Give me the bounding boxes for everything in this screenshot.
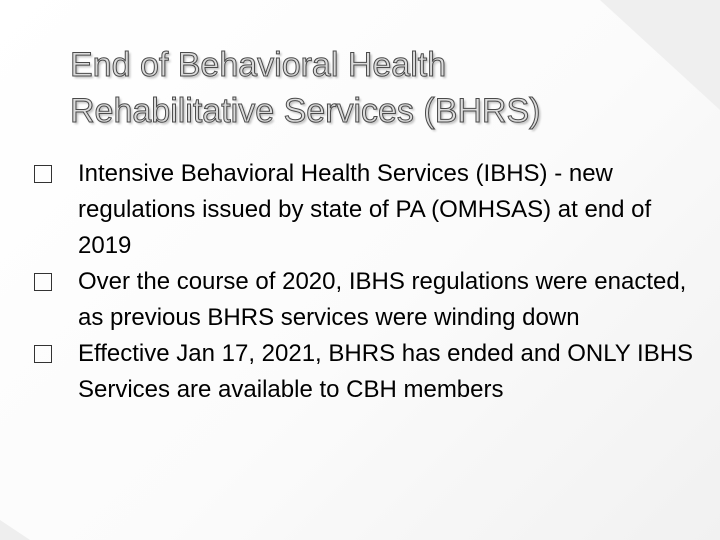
bullet-text: Effective Jan 17, 2021, BHRS has ended and ONLY IBHS Services are available to CBH members bbox=[78, 340, 694, 403]
slide-title-line-2: Rehabilitative Services (BHRS) bbox=[70, 92, 541, 130]
bullet-item bbox=[32, 264, 702, 336]
slide-title bbox=[70, 42, 690, 134]
square-bullet-icon bbox=[34, 273, 52, 291]
square-bullet-icon bbox=[34, 345, 52, 363]
slide-title-line-1: End of Behavioral Health bbox=[70, 46, 447, 84]
bullet-item bbox=[32, 336, 702, 408]
bullet-list bbox=[32, 156, 702, 408]
bullet-text: Over the course of 2020, IBHS regulations were enacted, as previous BHRS services were winding down bbox=[78, 268, 687, 331]
square-bullet-icon bbox=[34, 165, 52, 183]
bullet-item bbox=[32, 156, 702, 264]
bullet-text: Intensive Behavioral Health Services (IBHS) - new regulations issued by state of PA (OMHSAS) at end of 2019 bbox=[78, 160, 652, 259]
